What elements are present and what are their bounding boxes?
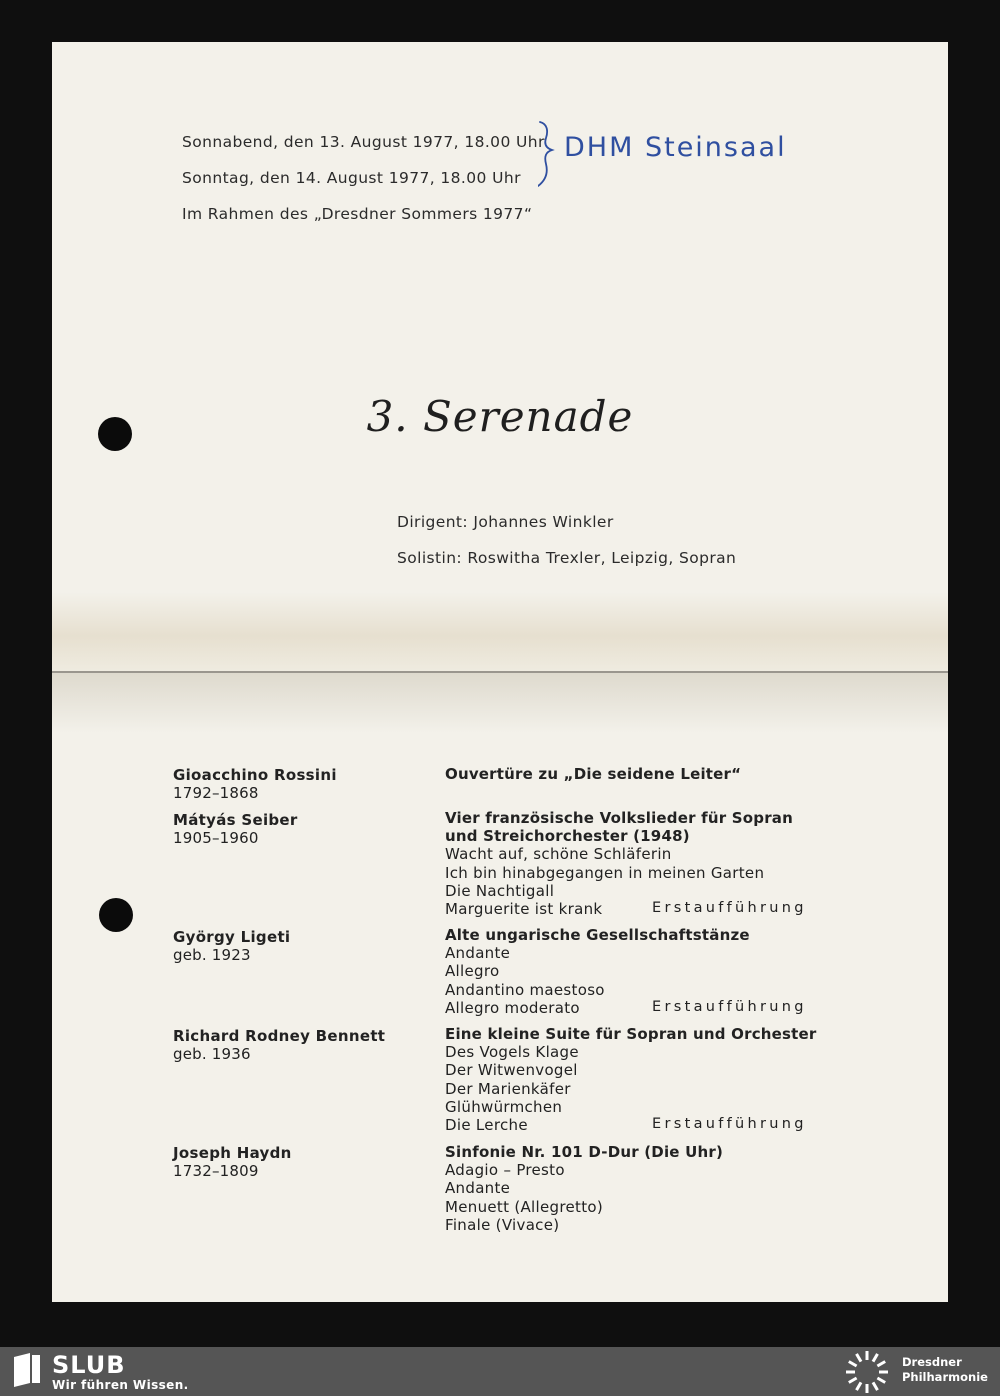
composer-dates: 1905–1960 xyxy=(173,829,259,847)
movement: Glühwürmchen xyxy=(445,1097,563,1116)
movement: Andante xyxy=(445,1179,511,1198)
concert-title: 3. Serenade xyxy=(366,392,634,441)
composer-entry xyxy=(173,1027,385,1063)
library-name: SLUB xyxy=(52,1351,126,1379)
movement: Der Witwenvogel xyxy=(445,1061,578,1080)
composer-name: Richard Rodney Bennett xyxy=(173,1027,386,1045)
work-entry xyxy=(445,765,741,783)
handwritten-annotation xyxy=(538,114,828,204)
partner-name-line-1: Dresdner xyxy=(902,1355,962,1369)
festival-context: Im Rahmen des „Dresdner Sommers 1977“ xyxy=(182,205,533,223)
movement: Marguerite ist krank xyxy=(445,900,603,919)
fold-strip xyxy=(52,673,948,733)
date-line-2: Sonntag, den 14. August 1977, 18.00 Uhr xyxy=(182,169,521,187)
work-title: Vier französische Volkslieder für Sopran xyxy=(445,809,793,827)
composer-entry xyxy=(173,766,337,802)
composer-name: Gioacchino Rossini xyxy=(173,766,337,784)
movement: Adagio – Presto xyxy=(445,1161,565,1180)
movement: Der Marienkäfer xyxy=(445,1079,571,1098)
movement: Die Lerche xyxy=(445,1116,528,1135)
fold-shadow xyxy=(52,592,948,672)
date-line-1: Sonnabend, den 13. August 1977, 18.00 Uhr xyxy=(182,133,545,151)
work-title: Sinfonie Nr. 101 D-Dur (Die Uhr) xyxy=(445,1143,723,1161)
soloist-credit: Solistin: Roswitha Trexler, Leipzig, Sopran xyxy=(397,549,737,567)
movement: Andantino maestoso xyxy=(445,980,605,999)
work-title: und Streichorchester (1948) xyxy=(445,827,690,846)
composer-name: György Ligeti xyxy=(173,928,291,946)
movement: Des Vogels Klage xyxy=(445,1043,579,1062)
premiere-label: Erstaufführung xyxy=(652,999,807,1015)
premiere-label: Erstaufführung xyxy=(652,1116,807,1132)
movement: Allegro moderato xyxy=(445,998,580,1017)
partner-name-line-2: Philharmonie xyxy=(902,1370,988,1384)
composer-dates: 1792–1868 xyxy=(173,784,259,802)
movement: Andante xyxy=(445,944,511,963)
conductor-credit: Dirigent: Johannes Winkler xyxy=(397,513,614,531)
movement: Die Nachtigall xyxy=(445,881,555,900)
movement: Ich bin hinabgegangen in meinen Garten xyxy=(445,863,765,882)
punch-hole xyxy=(99,898,133,932)
movement: Finale (Vivace) xyxy=(445,1215,560,1234)
composer-entry xyxy=(173,928,290,964)
work-entry xyxy=(445,1143,723,1234)
composer-dates: geb. 1923 xyxy=(173,946,251,964)
library-tagline: Wir führen Wissen. xyxy=(52,1378,189,1392)
movement: Menuett (Allegretto) xyxy=(445,1197,603,1216)
composer-dates: 1732–1809 xyxy=(173,1162,259,1180)
work-title: Alte ungarische Gesellschaftstänze xyxy=(445,926,750,944)
slub-book-icon xyxy=(12,1353,42,1387)
philharmonie-logo-icon xyxy=(841,1350,893,1394)
composer-name: Joseph Haydn xyxy=(173,1144,292,1162)
composer-name: Mátyás Seiber xyxy=(173,811,298,829)
composer-entry xyxy=(173,811,298,847)
movement: Wacht auf, schöne Schläferin xyxy=(445,845,672,864)
handwritten-note: DHM Steinsaal xyxy=(564,132,787,163)
footer-bar xyxy=(0,1347,1000,1396)
movement: Allegro xyxy=(445,962,500,981)
work-title: Eine kleine Suite für Sopran und Orchester xyxy=(445,1025,817,1043)
composer-dates: geb. 1936 xyxy=(173,1045,251,1063)
work-title: Ouvertüre zu „Die seidene Leiter“ xyxy=(445,765,742,783)
composer-entry xyxy=(173,1144,292,1180)
premiere-label: Erstaufführung xyxy=(652,900,807,916)
